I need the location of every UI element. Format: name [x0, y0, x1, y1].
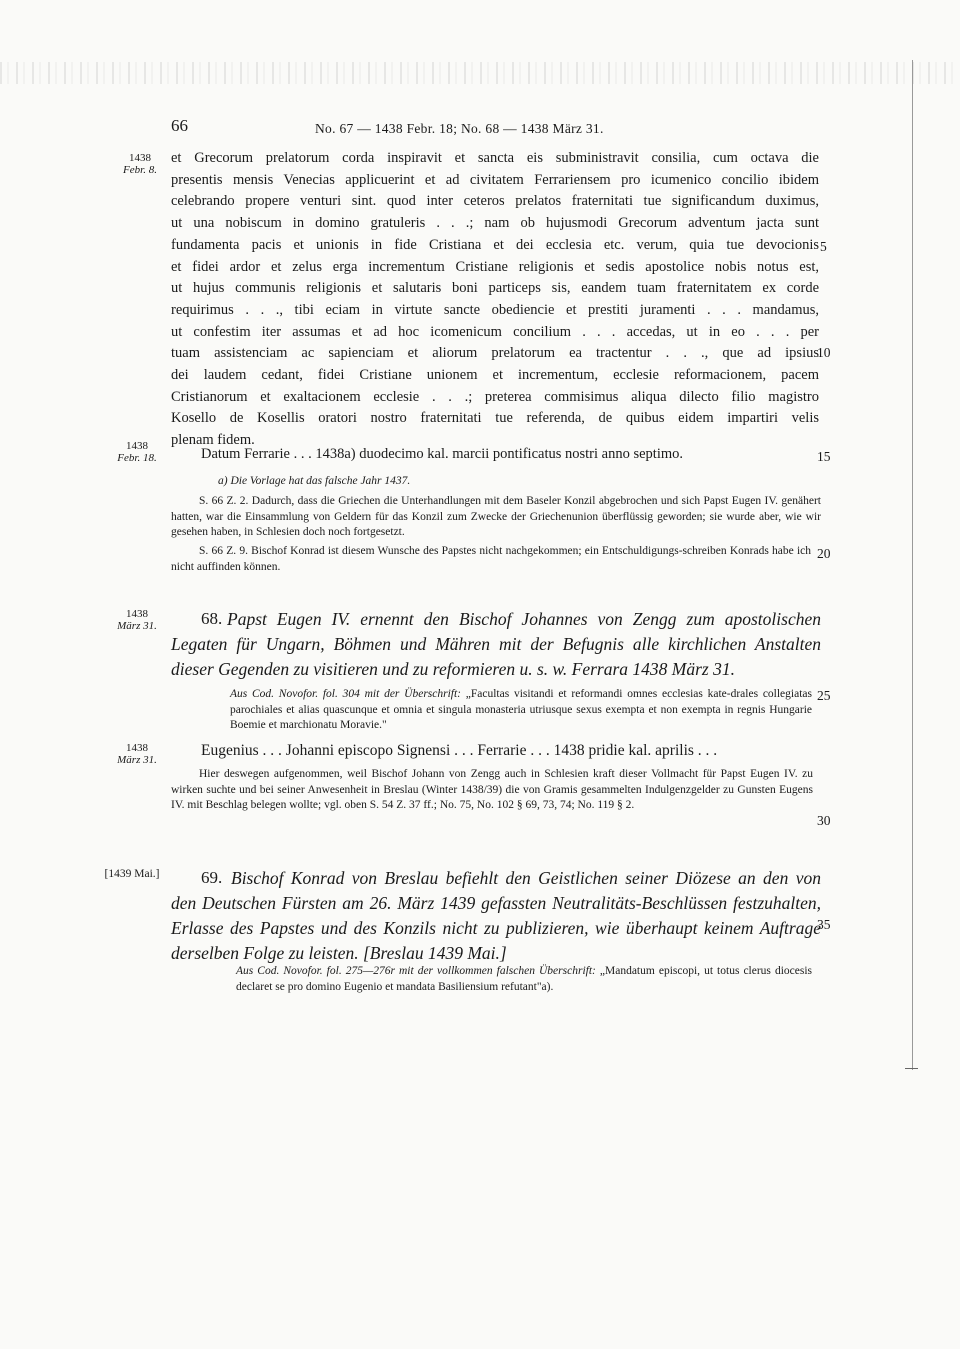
text-line: et Grecorum prelatorum corda inspiravit et sancta eis subministravit consilia, cum octava die	[171, 150, 819, 166]
line-number-20: 20	[817, 546, 831, 561]
title-line: Bischof Konrad von Breslau befiehlt den Geistlichen seiner Diözese an den von	[231, 868, 821, 888]
scan-edge-line	[912, 60, 913, 1070]
line-number-25: 25	[817, 688, 831, 703]
doc69-source	[236, 964, 812, 995]
line-number-15: 15	[817, 449, 831, 464]
scan-edge-mark	[905, 1068, 918, 1069]
doc67-text	[171, 148, 819, 452]
source-text: „Mandatum episcopi, ut totus clerus diocesis declaret se pro domino Eugenio et mandata Basiliensium refutant"a).	[236, 965, 812, 993]
page-number: 66	[171, 116, 188, 135]
line-number-30: 30	[817, 813, 831, 828]
margin-date-3: 1438 März 31.	[117, 608, 157, 632]
title-line: dieser Gegenden zu visitieren und zu reformieren u. s. w. Ferrara 1438 März 31.	[171, 659, 735, 679]
title-line: Legaten für Ungarn, Böhmen und Mähren mit der Befugnis alle kirchlichen Anstalten	[171, 634, 821, 654]
text-line: ut confestim iter assumas et ad hoc icomenicum concilium . . . accedas, ut in eo . . . per	[171, 323, 819, 340]
title-line: den Deutschen Fürsten am 26. März 1439 gefassten Neutralitäts-Beschlüssen festzuhalten,	[171, 893, 821, 913]
source-label: Aus Cod. Novofor. fol. 304 mit der Überschrift:	[230, 688, 462, 700]
text-line: ut hujus communis religionis et salutaris boni particeps sis, eandem tuam fraternitatem ex corde	[171, 280, 819, 297]
text-line: presentis mensis Venecias applicuerint et ad civitatem Ferrariensem pro icumenico concilio ibidem	[171, 171, 819, 188]
text-line: plenam fidem.	[171, 432, 255, 449]
margin-date-2: 1438 Febr. 18.	[117, 440, 157, 464]
title-line: derselben Folge zu leisten. [Breslau 1439 Mai.]	[171, 943, 507, 963]
line-number-10: 10	[817, 345, 831, 360]
source-label: Aus Cod. Novofor. fol. 275—276r mit der vollkommen falschen Überschrift:	[236, 965, 596, 977]
margin-date-4: 1438 März 31.	[117, 742, 157, 766]
doc68-note: Hier deswegen aufgenommen, weil Bischof Johann von Zengg auch in Schlesien kraft dieser Vollmacht für Papst Eugen IV. zu wirken suchte und bei seiner Anwesenheit in Breslau (Winter 1438/39) die von Gramis gesammelten Indulgenzgelder zu Gunsten Eugens IV. mit Beschlag belegen wollte; vgl. oben S. 54 Z. 37 ff.; No. 75, No. 102 § 69, 73, 74; No. 119 § 2.	[171, 768, 813, 811]
doc69-title	[171, 866, 821, 966]
doc67-footnote-a: a) Die Vorlage hat das falsche Jahr 1437.	[218, 475, 411, 487]
text-line: dei laudem cedant, fidei Cristiane unionem et incrementum, ecclesie reformacionem, pacem	[171, 367, 819, 384]
source-text: „Facultas visitandi et reformandi omnes ecclesias kate-drales collegiatas parochiales et alias quascunque et omnia et singula monasteria utriusque sexus exempta et non exempta in regnis Hungarie Boemie et marchionatu Moravie."	[230, 688, 812, 731]
margin-date-5: [1439 Mai.]	[104, 868, 160, 880]
doc68-number: 68.	[201, 609, 223, 628]
text-line: ut una nobiscum in domino gratuleris . . .; nam ob hujusmodi Grecorum adventum jacta sunt	[171, 215, 819, 232]
title-line: Papst Eugen IV. ernennt den Bischof Johannes von Zengg zum apostolischen	[227, 609, 821, 629]
text-line: celebrando propere venturi sint. quod inter ceteros prelatos fraternitati tue significandum duximus,	[171, 193, 819, 210]
title-line: Erlasse des Papstes und des Konzils nicht zu publizieren, wie überhaupt keinem Auftrage	[171, 918, 821, 938]
scan-noise	[0, 62, 960, 84]
text-line: tuam assistenciam ac sapienciam et aliorum prelatorum ea tractentur . . ., que ad ipsius	[171, 345, 819, 362]
text-line: requirimus . . ., tibi eciam in virtute sancte obediencie et prestiti juramenti . . . mandamus,	[171, 301, 819, 318]
doc69-number: 69.	[201, 868, 223, 887]
text-line: Kosello de Kosellis oratori nostro fraternitati tue referenda, de quibus eidem impartiri velis	[171, 410, 819, 427]
doc67-note-1: S. 66 Z. 2. Dadurch, dass die Griechen die Unterhandlungen mit dem Baseler Konzil abgebrochen und sich Papst Eugen IV. genähert hatten, war die Einsammlung von Geldern für das Konzil zum Zwecke der Griechenunion überflüssig geworden; sie wurde aber, wie wir gesehen haben, in Schlesien doch noch fortgesetzt.	[171, 495, 821, 538]
line-number-5: 5	[820, 239, 827, 254]
text-line: fundamenta pacis et unionis in fide Cristiana et dei ecclesia etc. verum, quia tue devocionis	[171, 236, 819, 253]
doc67-note-2: S. 66 Z. 9. Bischof Konrad ist diesem Wunsche des Papstes nicht nachgekommen; ein Entschuldigungs-schreiben Konrads habe ich nicht auffinden können.	[171, 545, 811, 573]
margin-date-1: 1438 Febr. 8.	[123, 152, 157, 176]
line-number-35: 35	[817, 917, 831, 932]
doc68-source	[230, 687, 812, 734]
doc68-title	[171, 607, 821, 682]
doc67-datum: Datum Ferrarie . . . 1438a) duodecimo kal. marcii pontificatus nostri anno septimo.	[201, 446, 684, 462]
doc68-incipit: Eugenius . . . Johanni episcopo Signensi . . . Ferrarie . . . 1438 pridie kal. aprilis . . .	[201, 742, 718, 759]
running-head: No. 67 — 1438 Febr. 18; No. 68 — 1438 März 31.	[315, 121, 604, 136]
text-line: et fidei ardor et zelus erga incrementum Cristiane religionis et sedis apostolice nobis notus est,	[171, 258, 819, 275]
text-line: Cristianorum et exaltacionem ecclesie . . .; preterea commisimus aliqua dilecto filio magistro	[171, 388, 819, 405]
